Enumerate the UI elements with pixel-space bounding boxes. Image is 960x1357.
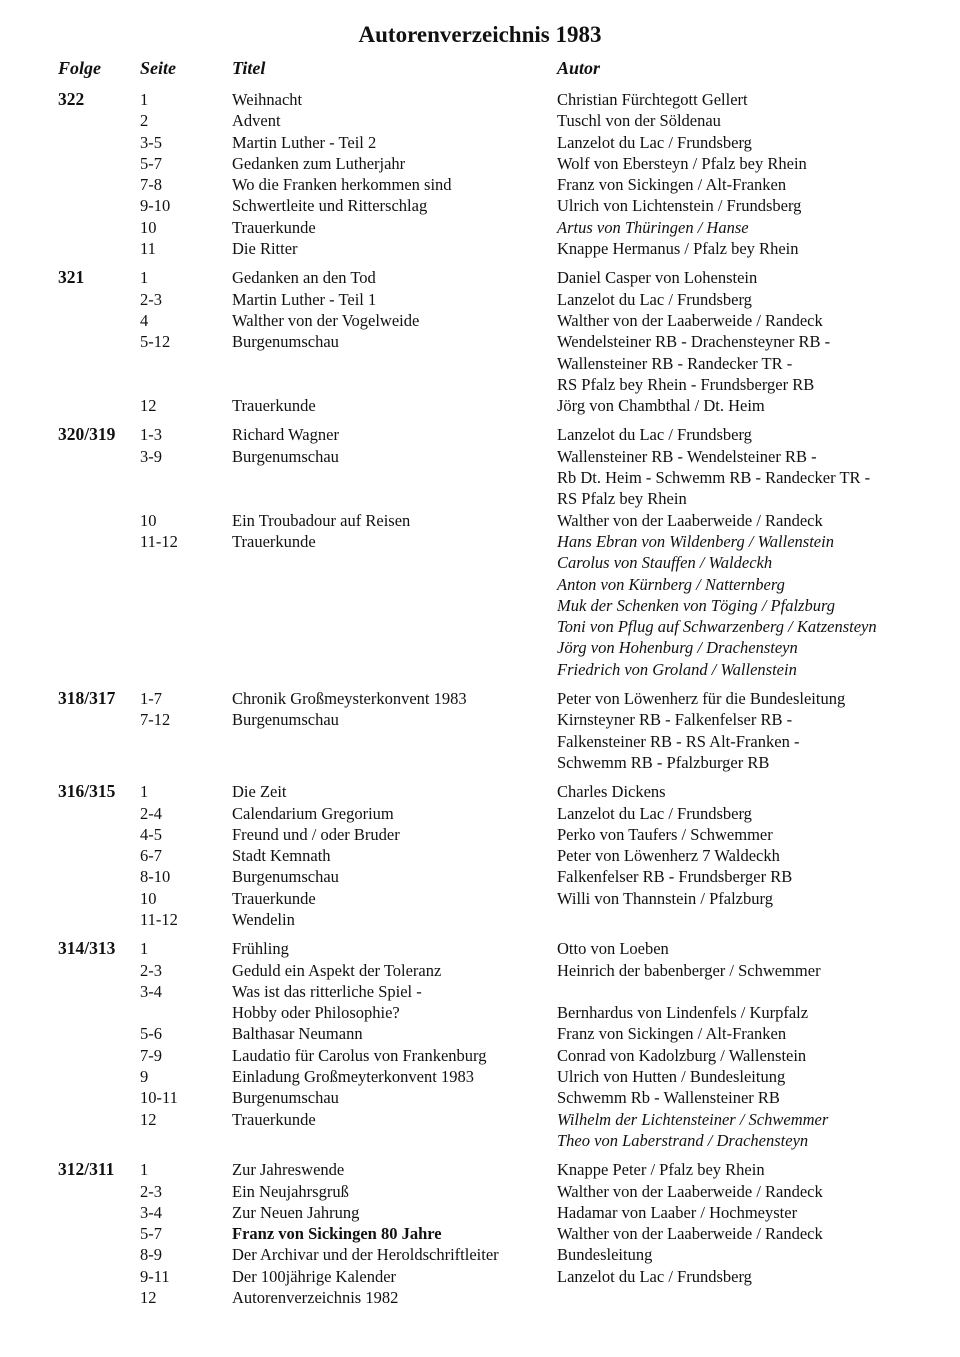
article-title: Ein Troubadour auf Reisen (232, 510, 411, 530)
table-row (0, 1202, 960, 1223)
article-author: Franz von Sickingen / Alt-Franken (557, 1024, 787, 1044)
table-row (0, 1045, 960, 1066)
article-author: Wallensteiner RB - Randecker TR - (557, 353, 793, 373)
page-range: 6-7 (140, 846, 162, 866)
page-range: 3-9 (140, 446, 162, 466)
table-row (0, 552, 960, 573)
table-row (0, 353, 960, 374)
page-range: 1-3 (140, 425, 162, 445)
article-title: Balthasar Neumann (232, 1024, 363, 1044)
table-row (0, 960, 960, 981)
article-author: Walther von der Laaberweide / Randeck (557, 510, 823, 530)
article-title: Calendarium Gregorium (232, 803, 394, 823)
table-row (0, 395, 960, 416)
page-range: 10-11 (140, 1088, 178, 1108)
article-title: Advent (232, 111, 281, 131)
article-author: Bernhardus von Lindenfels / Kurpfalz (557, 1003, 809, 1023)
article-author: Lanzelot du Lac / Frundsberg (557, 1266, 752, 1286)
article-title: Martin Luther - Teil 1 (232, 289, 377, 309)
page-range: 1 (140, 939, 149, 959)
article-title: Was ist das ritterliche Spiel - (232, 981, 422, 1001)
table-row (0, 424, 960, 445)
article-title: Stadt Kemnath (232, 846, 331, 866)
article-author: Jörg von Hohenburg / Drachensteyn (557, 638, 798, 658)
page-range: 9-10 (140, 196, 171, 216)
article-author: Knappe Hermanus / Pfalz bey Rhein (557, 239, 799, 259)
table-row (0, 981, 960, 1002)
table-row (0, 1109, 960, 1130)
table-row (0, 637, 960, 658)
issue-group (0, 688, 960, 773)
page-range: 2-3 (140, 289, 162, 309)
article-title: Gedanken zum Lutherjahr (232, 153, 406, 173)
table-row (0, 1130, 960, 1151)
article-title: Martin Luther - Teil 2 (232, 132, 377, 152)
article-title: Wo die Franken herkommen sind (232, 175, 452, 195)
issue-group (0, 781, 960, 930)
table-row (0, 803, 960, 824)
page-range: 10 (140, 888, 157, 908)
article-author: Falkenfelser RB - Frundsberger RB (557, 867, 793, 887)
page-title: Autorenverzeichnis 1983 (358, 22, 602, 47)
page-range: 5-12 (140, 332, 171, 352)
page-range: 7-8 (140, 175, 162, 195)
page-range: 1-7 (140, 689, 162, 709)
article-author: RS Pfalz bey Rhein (557, 489, 687, 509)
article-title: Freund und / oder Bruder (232, 824, 400, 844)
table-row (0, 1066, 960, 1087)
table-row (0, 574, 960, 595)
page-range: 10 (140, 217, 157, 237)
column-header-titel: Titel (232, 58, 266, 78)
article-author: Toni von Pflug auf Schwarzenberg / Katzensteyn (557, 617, 877, 637)
table-row (0, 752, 960, 773)
issue-group (0, 938, 960, 1151)
article-author: Charles Dickens (557, 782, 666, 802)
column-header-folge: Folge (58, 58, 101, 78)
page-range: 11-12 (140, 531, 178, 551)
article-author: Heinrich der babenberger / Schwemmer (557, 960, 821, 980)
page-range: 10 (140, 510, 157, 530)
article-title: Trauerkunde (232, 1109, 316, 1129)
article-title: Hobby oder Philosophie? (232, 1003, 400, 1023)
page-range: 3-4 (140, 1202, 162, 1222)
table-row (0, 595, 960, 616)
article-author: Lanzelot du Lac / Frundsberg (557, 132, 752, 152)
article-title: Burgenumschau (232, 1088, 339, 1108)
page-range: 3-5 (140, 132, 162, 152)
article-title: Der Archivar und der Heroldschriftleiter (232, 1245, 499, 1265)
article-title: Der 100jährige Kalender (232, 1266, 397, 1286)
table-row (0, 132, 960, 153)
page-range: 7-9 (140, 1045, 162, 1065)
table-row (0, 310, 960, 331)
table-row (0, 1002, 960, 1023)
table-row (0, 709, 960, 730)
article-author: Otto von Loeben (557, 939, 669, 959)
article-author: Peter von Löwenherz 7 Waldeckh (557, 846, 780, 866)
table-row (0, 1181, 960, 1202)
table-row (0, 195, 960, 216)
article-author: Knappe Peter / Pfalz bey Rhein (557, 1160, 765, 1180)
page-range: 1 (140, 1160, 149, 1180)
article-author: Walther von der Laaberweide / Randeck (557, 310, 823, 330)
table-row (0, 1159, 960, 1180)
table-row (0, 289, 960, 310)
column-header-seite: Seite (140, 58, 176, 78)
page-range: 9-11 (140, 1266, 170, 1286)
article-author: Ulrich von Lichtenstein / Frundsberg (557, 196, 802, 216)
page-range: 4 (140, 310, 149, 330)
issue-number: 316/315 (58, 781, 116, 802)
issue-number: 314/313 (58, 938, 116, 959)
article-author: Christian Fürchtegott Gellert (557, 90, 748, 109)
author-index-table (0, 89, 960, 1316)
table-row (0, 510, 960, 531)
article-author: Walther von der Laaberweide / Randeck (557, 1224, 823, 1244)
table-row (0, 238, 960, 259)
table-row (0, 659, 960, 680)
article-author: Theo von Laberstrand / Drachensteyn (557, 1130, 809, 1150)
table-row (0, 374, 960, 395)
issue-number: 312/311 (58, 1159, 115, 1180)
table-row (0, 731, 960, 752)
page-range: 2-3 (140, 1181, 162, 1201)
table-row (0, 1223, 960, 1244)
article-title: Trauerkunde (232, 396, 316, 416)
article-author: Lanzelot du Lac / Frundsberg (557, 425, 752, 445)
article-title: Die Ritter (232, 239, 298, 259)
page-range: 1 (140, 268, 149, 288)
table-row (0, 1244, 960, 1265)
table-row (0, 781, 960, 802)
article-title: Die Zeit (232, 782, 287, 802)
article-author: Ulrich von Hutten / Bundesleitung (557, 1067, 786, 1087)
article-author: Wallensteiner RB - Wendelsteiner RB - (557, 446, 817, 466)
table-row (0, 1087, 960, 1108)
article-author: Wilhelm der Lichtensteiner / Schwemmer (557, 1109, 829, 1129)
article-author: RS Pfalz bey Rhein - Frundsberger RB (557, 374, 815, 394)
article-author: Perko von Taufers / Schwemmer (557, 824, 773, 844)
table-row (0, 467, 960, 488)
article-title: Trauerkunde (232, 888, 316, 908)
table-row (0, 616, 960, 637)
article-title: Walther von der Vogelweide (232, 310, 420, 330)
page-range: 8-10 (140, 867, 171, 887)
article-author: Schwemm RB - Pfalzburger RB (557, 752, 770, 772)
article-author: Friedrich von Groland / Wallenstein (557, 659, 797, 679)
article-author: Bundesleitung (557, 1245, 653, 1265)
page-range: 2-4 (140, 803, 162, 823)
article-title: Einladung Großmeyterkonvent 1983 (232, 1067, 474, 1087)
table-row (0, 1287, 960, 1308)
article-title: Franz von Sickingen 80 Jahre (232, 1224, 442, 1244)
table-row (0, 267, 960, 288)
article-author: Lanzelot du Lac / Frundsberg (557, 289, 752, 309)
page-range: 1 (140, 90, 149, 109)
article-title: Gedanken an den Tod (232, 268, 376, 288)
article-title: Geduld ein Aspekt der Toleranz (232, 960, 442, 980)
page-range: 8-9 (140, 1245, 162, 1265)
article-author: Walther von der Laaberweide / Randeck (557, 1181, 823, 1201)
issue-number: 318/317 (58, 688, 116, 709)
issue-number: 320/319 (58, 424, 116, 445)
article-title: Chronik Großmeysterkonvent 1983 (232, 689, 467, 709)
article-author: Muk der Schenken von Töging / Pfalzburg (557, 595, 836, 615)
table-row (0, 909, 960, 930)
article-author: Tuschl von der Söldenau (557, 111, 721, 131)
issue-number: 322 (58, 89, 85, 109)
page-range: 2-3 (140, 960, 162, 980)
article-author: Carolus von Stauffen / Waldeckh (557, 553, 773, 573)
article-author: Hans Ebran von Wildenberg / Wallenstein (557, 531, 834, 551)
issue-group (0, 89, 960, 259)
article-title: Laudatio für Carolus von Frankenburg (232, 1045, 487, 1065)
article-title: Burgenumschau (232, 332, 339, 352)
article-author: Daniel Casper von Lohenstein (557, 268, 758, 288)
table-row (0, 110, 960, 131)
issue-group (0, 267, 960, 416)
page-range: 4-5 (140, 824, 162, 844)
table-row (0, 217, 960, 238)
table-row (0, 1023, 960, 1044)
page-range: 2 (140, 111, 149, 131)
page-range: 12 (140, 1109, 157, 1129)
article-title: Richard Wagner (232, 425, 339, 445)
article-author: Rb Dt. Heim - Schwemm RB - Randecker TR - (557, 468, 871, 488)
page-range: 11-12 (140, 909, 178, 929)
page-range: 11 (140, 239, 156, 259)
page-range: 5-6 (140, 1024, 162, 1044)
issue-group (0, 1159, 960, 1308)
article-author: Wendelsteiner RB - Drachensteyner RB - (557, 332, 831, 352)
article-title: Burgenumschau (232, 710, 339, 730)
article-author: Franz von Sickingen / Alt-Franken (557, 175, 787, 195)
issue-number: 321 (58, 267, 85, 288)
page-range: 3-4 (140, 981, 162, 1001)
article-title: Schwertleite und Ritterschlag (232, 196, 428, 216)
column-header-autor: Autor (557, 58, 601, 78)
table-row (0, 1266, 960, 1287)
page-range: 5-7 (140, 1224, 162, 1244)
article-author: Hadamar von Laaber / Hochmeyster (557, 1202, 798, 1222)
table-row (0, 89, 960, 110)
issue-group (0, 424, 960, 680)
page-range: 5-7 (140, 153, 162, 173)
article-title: Weihnacht (232, 90, 303, 109)
table-row (0, 531, 960, 552)
article-author: Jörg von Chambthal / Dt. Heim (557, 396, 765, 416)
article-author: Wolf von Ebersteyn / Pfalz bey Rhein (557, 153, 807, 173)
article-title: Autorenverzeichnis 1982 (232, 1288, 399, 1308)
table-row (0, 845, 960, 866)
table-row (0, 866, 960, 887)
page-range: 12 (140, 1288, 157, 1308)
article-title: Burgenumschau (232, 446, 339, 466)
article-author: Willi von Thannstein / Pfalzburg (557, 888, 773, 908)
article-author: Conrad von Kadolzburg / Wallenstein (557, 1045, 807, 1065)
article-author: Artus von Thüringen / Hanse (557, 217, 749, 237)
table-row (0, 446, 960, 467)
article-author: Kirnsteyner RB - Falkenfelser RB - (557, 710, 793, 730)
table-row (0, 938, 960, 959)
article-author: Falkensteiner RB - RS Alt-Franken - (557, 731, 800, 751)
article-title: Wendelin (232, 909, 295, 929)
article-author: Peter von Löwenherz für die Bundesleitung (557, 689, 846, 709)
page-range: 7-12 (140, 710, 171, 730)
page-range: 9 (140, 1067, 149, 1087)
page-range: 12 (140, 396, 157, 416)
table-row (0, 331, 960, 352)
article-title: Zur Neuen Jahrung (232, 1202, 360, 1222)
article-title: Burgenumschau (232, 867, 339, 887)
article-title: Frühling (232, 939, 289, 959)
page-range: 1 (140, 782, 149, 802)
table-row (0, 888, 960, 909)
table-row (0, 824, 960, 845)
article-title: Zur Jahreswende (232, 1160, 345, 1180)
table-row (0, 153, 960, 174)
article-author: Lanzelot du Lac / Frundsberg (557, 803, 752, 823)
table-row (0, 174, 960, 195)
article-title: Ein Neujahrsgruß (232, 1181, 349, 1201)
table-row (0, 688, 960, 709)
article-author: Anton von Kürnberg / Natternberg (557, 574, 785, 594)
article-title: Trauerkunde (232, 217, 316, 237)
article-author: Schwemm Rb - Wallensteiner RB (557, 1088, 780, 1108)
article-title: Trauerkunde (232, 531, 316, 551)
table-row (0, 488, 960, 509)
